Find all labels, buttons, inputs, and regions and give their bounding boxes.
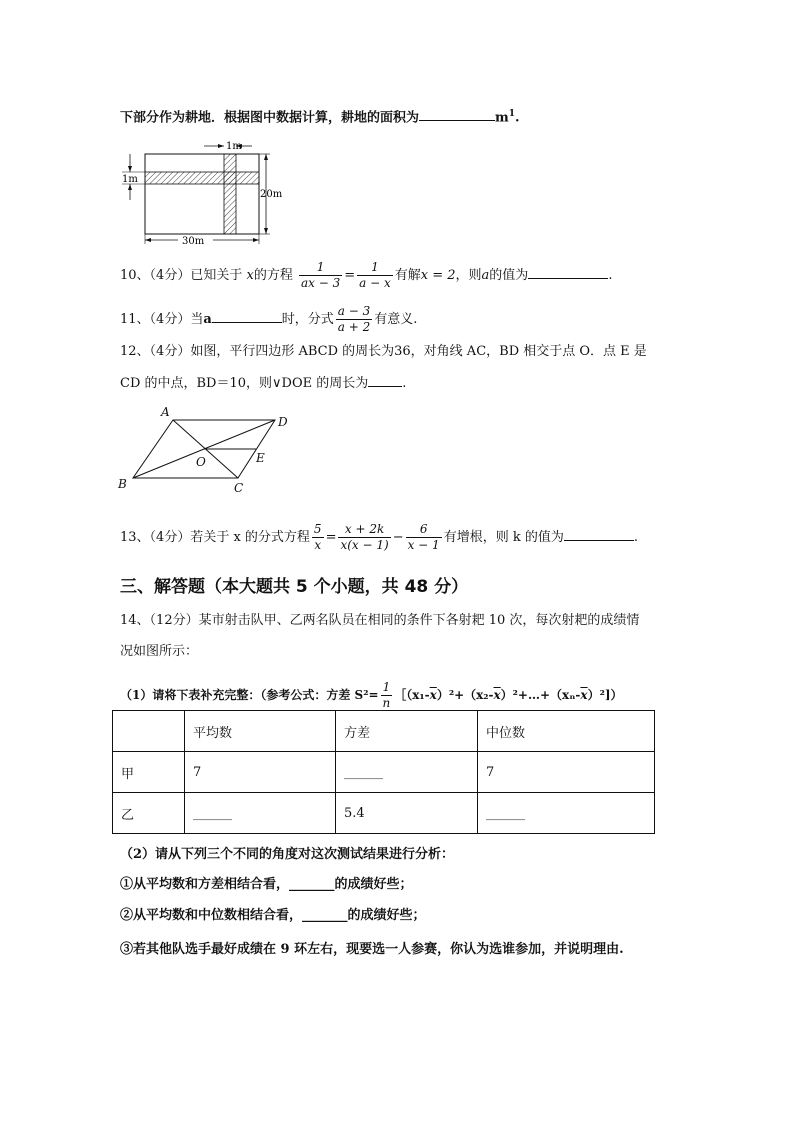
q13-prefix: 13、（4分）若关于 x 的分式方程	[120, 530, 310, 545]
q11-fraction: $\frac{a - 3}{a + 2}$	[337, 304, 371, 334]
table-row	[113, 752, 655, 793]
row-label-yi: 乙	[113, 793, 185, 834]
q13-fraction-1: $\frac{5}{x}$	[313, 522, 322, 552]
header-cell-median: 中位数	[478, 711, 655, 752]
q10-end: .	[608, 268, 613, 283]
q13-answer-blank[interactable]	[564, 526, 634, 541]
yi-median-blank[interactable]: ______	[478, 793, 655, 834]
header-cell-empty	[113, 711, 185, 752]
q14-part-1-d: ）²+…+（xₙ-	[500, 688, 581, 702]
q10-then: ，则	[455, 268, 482, 283]
q10-answer-blank[interactable]	[528, 264, 608, 279]
q14-part-1-a: （1）请将下表补充完整：（参考公式：方差 S²=	[120, 688, 379, 702]
q9-unit: m	[495, 110, 509, 126]
label-1m-left: 1m	[122, 174, 138, 185]
q12-answer-blank[interactable]	[368, 372, 402, 387]
label-b: B	[118, 477, 127, 491]
q14-item-2	[120, 906, 426, 926]
row-label-jia: 甲	[113, 752, 185, 793]
q14-line-2: 况如图所示：	[120, 644, 199, 659]
label-c: C	[234, 481, 244, 495]
q11-text	[120, 304, 417, 335]
q13-equals: =	[325, 530, 337, 545]
q10-var-a: a	[481, 268, 490, 283]
q14-part-1	[120, 680, 623, 711]
label-20m: 20m	[260, 189, 283, 200]
q10-ask: 的值为	[489, 268, 529, 283]
jia-mean: 7	[185, 752, 336, 793]
q13-fraction-3: $\frac{6}{x - 1}$	[407, 522, 440, 552]
field-rectangle	[145, 154, 259, 234]
q11-suffix: 有意义.	[374, 312, 418, 327]
q14-variance-fraction: $\frac{1}{n}$	[382, 680, 391, 710]
q12-line-2-text: CD 的中点，BD＝10，则∨DOE 的周长为	[120, 376, 369, 391]
q14-line-1: 14、（12分）某市射击队甲、乙两名队员在相同的条件下各射耙 10 次，每次射耙的成绩情	[120, 613, 640, 628]
table-header-row	[113, 711, 655, 752]
q10-solution: x = 2	[420, 268, 456, 283]
q14-part-1-b: ［（x₁-	[394, 688, 430, 702]
q13-mid: 有增根，则 k 的值为	[443, 530, 564, 545]
q11-var-a: a	[203, 312, 212, 327]
header-cell-mean: 平均数	[185, 711, 336, 752]
table-row	[113, 793, 655, 834]
q9-unit-sup: 1	[508, 109, 516, 119]
q14-xbar-1: $\overline{x}$	[429, 688, 437, 702]
label-d: D	[278, 415, 288, 429]
q11-prefix: 11、（4分）当	[120, 312, 204, 327]
q14-part-1-e: ）²]）	[587, 688, 623, 702]
label-1m-top: 1m	[226, 141, 242, 152]
q13-minus: −	[392, 530, 404, 545]
q10-equals: =	[344, 268, 356, 283]
label-e: E	[256, 451, 265, 465]
q9-text-a: 下部分作为耕地．根据图中数据计算，耕地的面积为	[120, 110, 420, 126]
q12-end: .	[402, 376, 407, 391]
q11-mid: 时，分式	[281, 312, 334, 327]
section-3-heading: 三、解答题（本大题共 5 个小题，共 48 分）	[120, 577, 469, 597]
header-cell-variance: 方差	[336, 711, 478, 752]
q10-text	[120, 260, 612, 291]
label-o: O	[196, 455, 206, 469]
q10-var-x: x	[246, 268, 254, 283]
q10-fraction-1: $\frac{1}{ax - 3}$	[300, 260, 341, 290]
horizontal-road	[145, 172, 259, 184]
q13-fraction-2: $\frac{x + 2k}{x(x - 1)}$	[340, 522, 389, 552]
q14-item-1-b: 的成绩好些；	[334, 877, 413, 892]
vertical-road	[224, 154, 236, 234]
q14-item-2-a: ②从平均数和中位数相结合看，	[120, 908, 303, 923]
label-30m: 30m	[182, 236, 205, 247]
q14-part-1-c: ）²+（x₂-	[436, 688, 494, 702]
q14-item-3: ③若其他队选手最好成绩在 9 环左右，现要选一人参赛，你认为选谁参加，并说明理由.	[120, 942, 624, 957]
q14-item-1	[120, 875, 413, 895]
q12-line-2	[120, 372, 406, 394]
q14-part-2: （2）请从下列三个不同的角度对这次测试结果进行分析：	[120, 847, 455, 862]
q14-xbar-2: $\overline{x}$	[493, 688, 501, 702]
q13-end: .	[633, 530, 638, 545]
yi-variance: 5.4	[336, 793, 478, 834]
q9-field-figure	[118, 136, 288, 248]
jia-variance-blank[interactable]: ______	[336, 752, 478, 793]
q10-prefix: 10、（4分）已知关于	[120, 268, 243, 283]
q10-fraction-2: $\frac{1}{a - x}$	[359, 260, 391, 290]
q10-mid: 的方程	[253, 268, 293, 283]
q12-line-1: 12、（4分）如图，平行四边形 ABCD 的周长为36，对角线 AC，BD 相交于点 O．点 E 是	[120, 344, 647, 359]
q12-parallelogram-figure	[115, 402, 300, 498]
q14-item-1-a: ①从平均数和方差相结合看，	[120, 877, 290, 892]
q14-item-2-blank[interactable]: _______	[302, 908, 348, 923]
q14-item-1-blank[interactable]: _______	[289, 877, 335, 892]
q11-answer-blank[interactable]	[212, 308, 282, 323]
q9-answer-blank[interactable]	[419, 106, 495, 121]
q14-item-2-b: 的成绩好些；	[347, 908, 426, 923]
q9-text	[120, 104, 520, 128]
q9-end: .	[515, 110, 520, 126]
jia-median: 7	[478, 752, 655, 793]
q14-xbar-3: $\overline{x}$	[580, 688, 588, 702]
q10-has-solution: 有解	[394, 268, 421, 283]
q13-text	[120, 522, 638, 553]
q14-score-table	[112, 710, 655, 834]
yi-mean-blank[interactable]: ______	[185, 793, 336, 834]
label-a: A	[161, 405, 170, 419]
